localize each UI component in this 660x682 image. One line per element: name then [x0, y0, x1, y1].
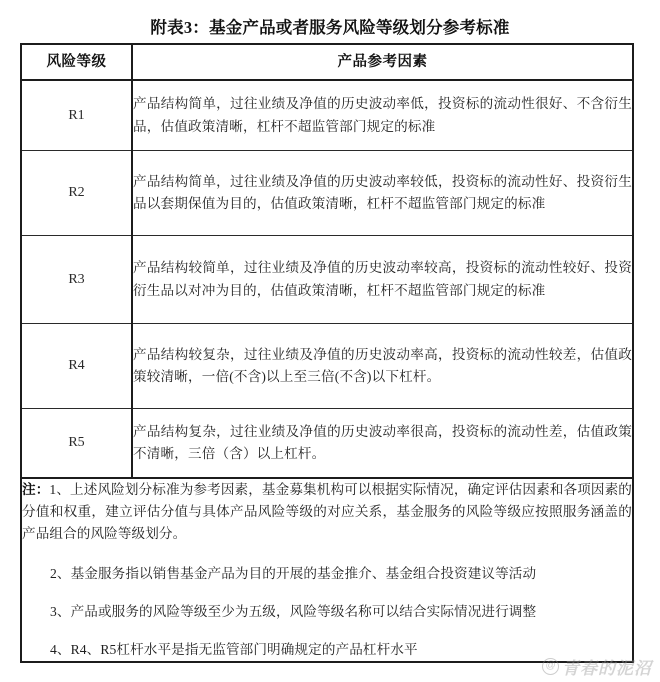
risk-level-value: R1 — [21, 80, 132, 151]
at-sign-icon: @ — [542, 658, 559, 675]
column-header-product-factor: 产品参考因素 — [132, 44, 633, 80]
risk-factor-description: 产品结构较简单，过往业绩及净值的历史波动率较高，投资标的流动性较好、投资衍生品以对冲为目的，估值政策清晰，杠杆不超监管部门规定的标准 — [132, 236, 633, 324]
notes-row — [21, 478, 633, 662]
risk-factor-description: 产品结构复杂，过往业绩及净值的历史波动率很高，投资标的流动性差，估值政策不清晰，三倍（含）以上杠杆。 — [132, 409, 633, 479]
table-row — [21, 151, 633, 236]
table-row — [21, 80, 633, 151]
note-paragraph-1 — [22, 479, 632, 545]
risk-level-value: R3 — [21, 236, 132, 324]
table-row — [21, 409, 633, 479]
note-paragraph-4: 4、R4、R5杠杆水平是指无监管部门明确规定的产品杠杆水平 — [50, 642, 418, 658]
risk-level-value: R5 — [21, 409, 132, 479]
risk-factor-description: 产品结构简单，过往业绩及净值的历史波动率低，投资标的流动性很好、不含衍生品，估值政策清晰，杠杆不超监管部门规定的标准 — [132, 80, 633, 151]
risk-factor-description: 产品结构简单，过往业绩及净值的历史波动率较低，投资标的流动性好、投资衍生品以套期保值为目的，估值政策清晰，杠杆不超监管部门规定的标准 — [132, 151, 633, 236]
page-title: 附表3：基金产品或者服务风险等级划分参考标准 — [150, 18, 510, 37]
column-header-risk-level: 风险等级 — [21, 44, 132, 80]
notes-section — [21, 478, 633, 662]
note-paragraph-2: 2、基金服务指以销售基金产品为目的开展的基金推介、基金组合投资建议等活动 — [50, 566, 537, 582]
table-row — [21, 324, 633, 409]
risk-level-table — [20, 43, 634, 663]
table-row — [21, 236, 633, 324]
watermark-text: 青春的泥沼 — [562, 659, 652, 679]
table-header-row — [21, 44, 633, 80]
notes-label: 注： — [22, 482, 50, 497]
risk-level-value: R2 — [21, 151, 132, 236]
risk-factor-description: 产品结构较复杂，过往业绩及净值的历史波动率高，投资标的流动性较差，估值政策较清晰，一倍(不含)以上至三倍(不含)以下杠杆。 — [132, 324, 633, 409]
risk-level-value: R4 — [21, 324, 132, 409]
note-text-1: 1、上述风险划分标准为参考因素，基金募集机构可以根据实际情况，确定评估因素和各项因素的分值和权重，建立评估分值与具体产品风险等级的对应关系，基金服务的风险等级应按照服务涵盖的产品组合的风险等级划分。 — [22, 482, 633, 542]
note-paragraph-3: 3、产品或服务的风险等级至少为五级，风险等级名称可以结合实际情况进行调整 — [50, 604, 537, 620]
